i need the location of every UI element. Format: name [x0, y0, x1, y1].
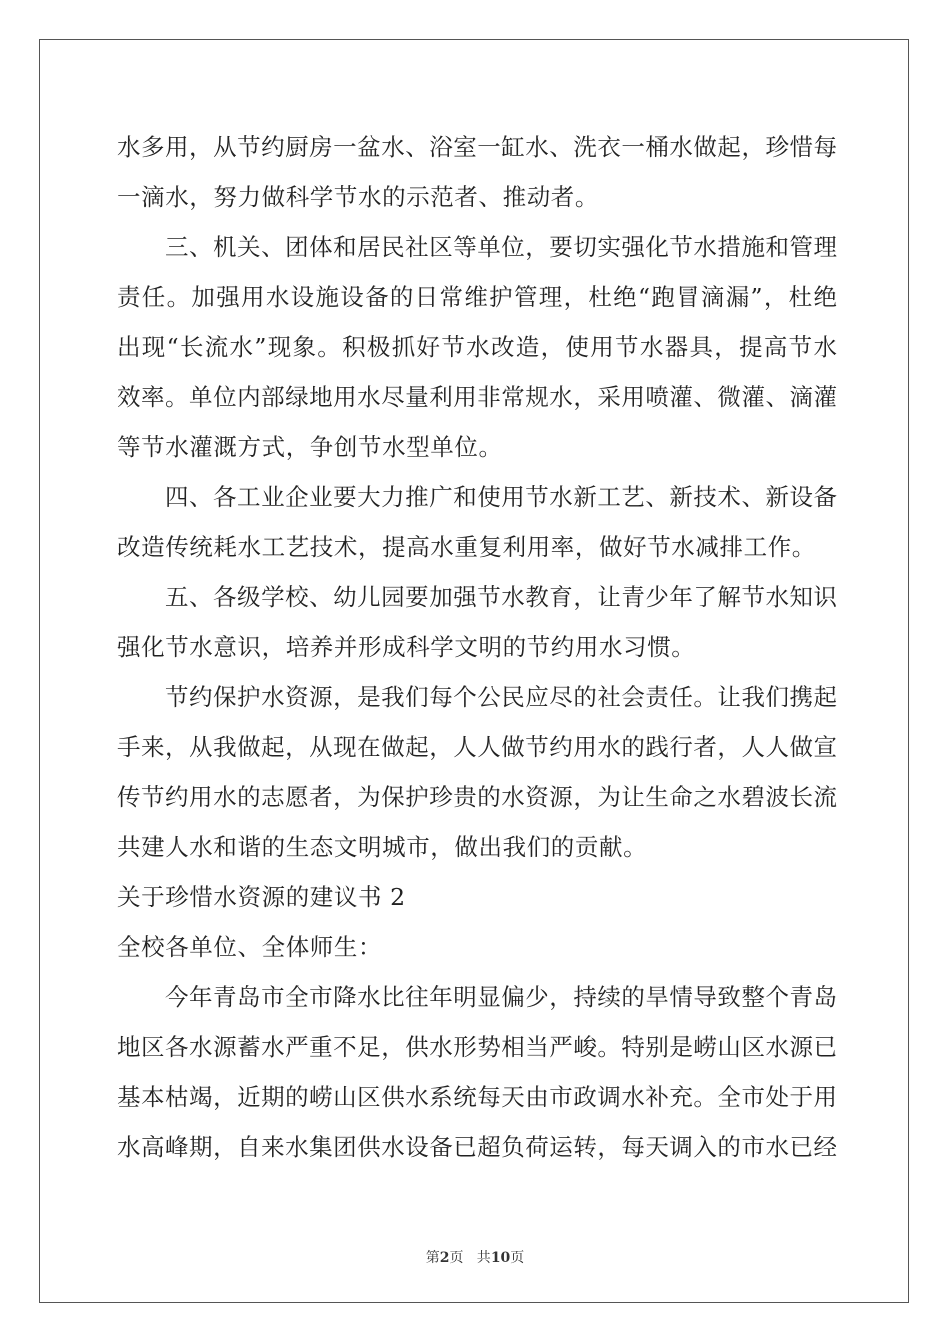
paragraph-start-line: 今年青岛市全市降水比往年明显偏少，持续的旱情导致整个青岛	[165, 983, 837, 1011]
text-line: 强化节水意识，培养并形成科学文明的节约用水习惯。	[117, 633, 696, 661]
paragraph-start-line: 节约保护水资源，是我们每个公民应尽的社会责任。让我们携起	[165, 683, 837, 711]
text-line: 责任。加强用水设施设备的日常维护管理，杜绝“跑冒滴漏”，杜绝	[117, 283, 837, 311]
salutation: 全校各单位、全体师生：	[117, 933, 383, 961]
text-line: 改造传统耗水工艺技术，提高水重复利用率，做好节水减排工作。	[117, 533, 816, 561]
paragraph-start-line: 四、各工业企业要大力推广和使用节水新工艺、新技术、新设备	[165, 483, 837, 511]
text-line: 手来，从我做起，从现在做起，人人做节约用水的践行者，人人做宣	[117, 733, 837, 761]
text-line: 出现“长流水”现象。积极抓好节水改造，使用节水器具，提高节水	[117, 333, 837, 361]
paragraph-start-line: 五、各级学校、幼儿园要加强节水教育，让青少年了解节水知识	[165, 583, 837, 611]
section-title: 关于珍惜水资源的建议书 2	[117, 883, 406, 911]
text-line: 水高峰期，自来水集团供水设备已超负荷运转，每天调入的市水已经	[117, 1133, 837, 1161]
text-line: 一滴水，努力做科学节水的示范者、推动者。	[117, 183, 599, 211]
page-prefix: 第	[425, 1250, 440, 1266]
text-line: 等节水灌溉方式，争创节水型单位。	[117, 433, 503, 461]
text-line: 水多用，从节约厨房一盆水、浴室一缸水、洗衣一桶水做起，珍惜每	[117, 133, 837, 161]
total-pages-number: 10	[490, 1250, 511, 1266]
text-line: 共建人水和谐的生态文明城市，做出我们的贡献。	[117, 833, 648, 861]
page-suffix: 页	[510, 1250, 525, 1266]
current-page-number: 2	[439, 1250, 450, 1266]
page-footer	[0, 1248, 950, 1268]
text-line: 基本枯竭，近期的崂山区供水系统每天由市政调水补充。全市处于用	[117, 1083, 837, 1111]
text-line: 效率。单位内部绿地用水尽量利用非常规水，采用喷灌、微灌、滴灌	[117, 383, 837, 411]
paragraph-start-line: 三、机关、团体和居民社区等单位，要切实强化节水措施和管理	[165, 233, 837, 261]
page-mid: 页 共	[449, 1250, 491, 1266]
text-line: 地区各水源蓄水严重不足，供水形势相当严峻。特别是崂山区水源已	[117, 1033, 837, 1061]
document-body	[117, 122, 837, 1172]
text-line: 传节约用水的志愿者，为保护珍贵的水资源，为让生命之水碧波长流	[117, 783, 837, 811]
